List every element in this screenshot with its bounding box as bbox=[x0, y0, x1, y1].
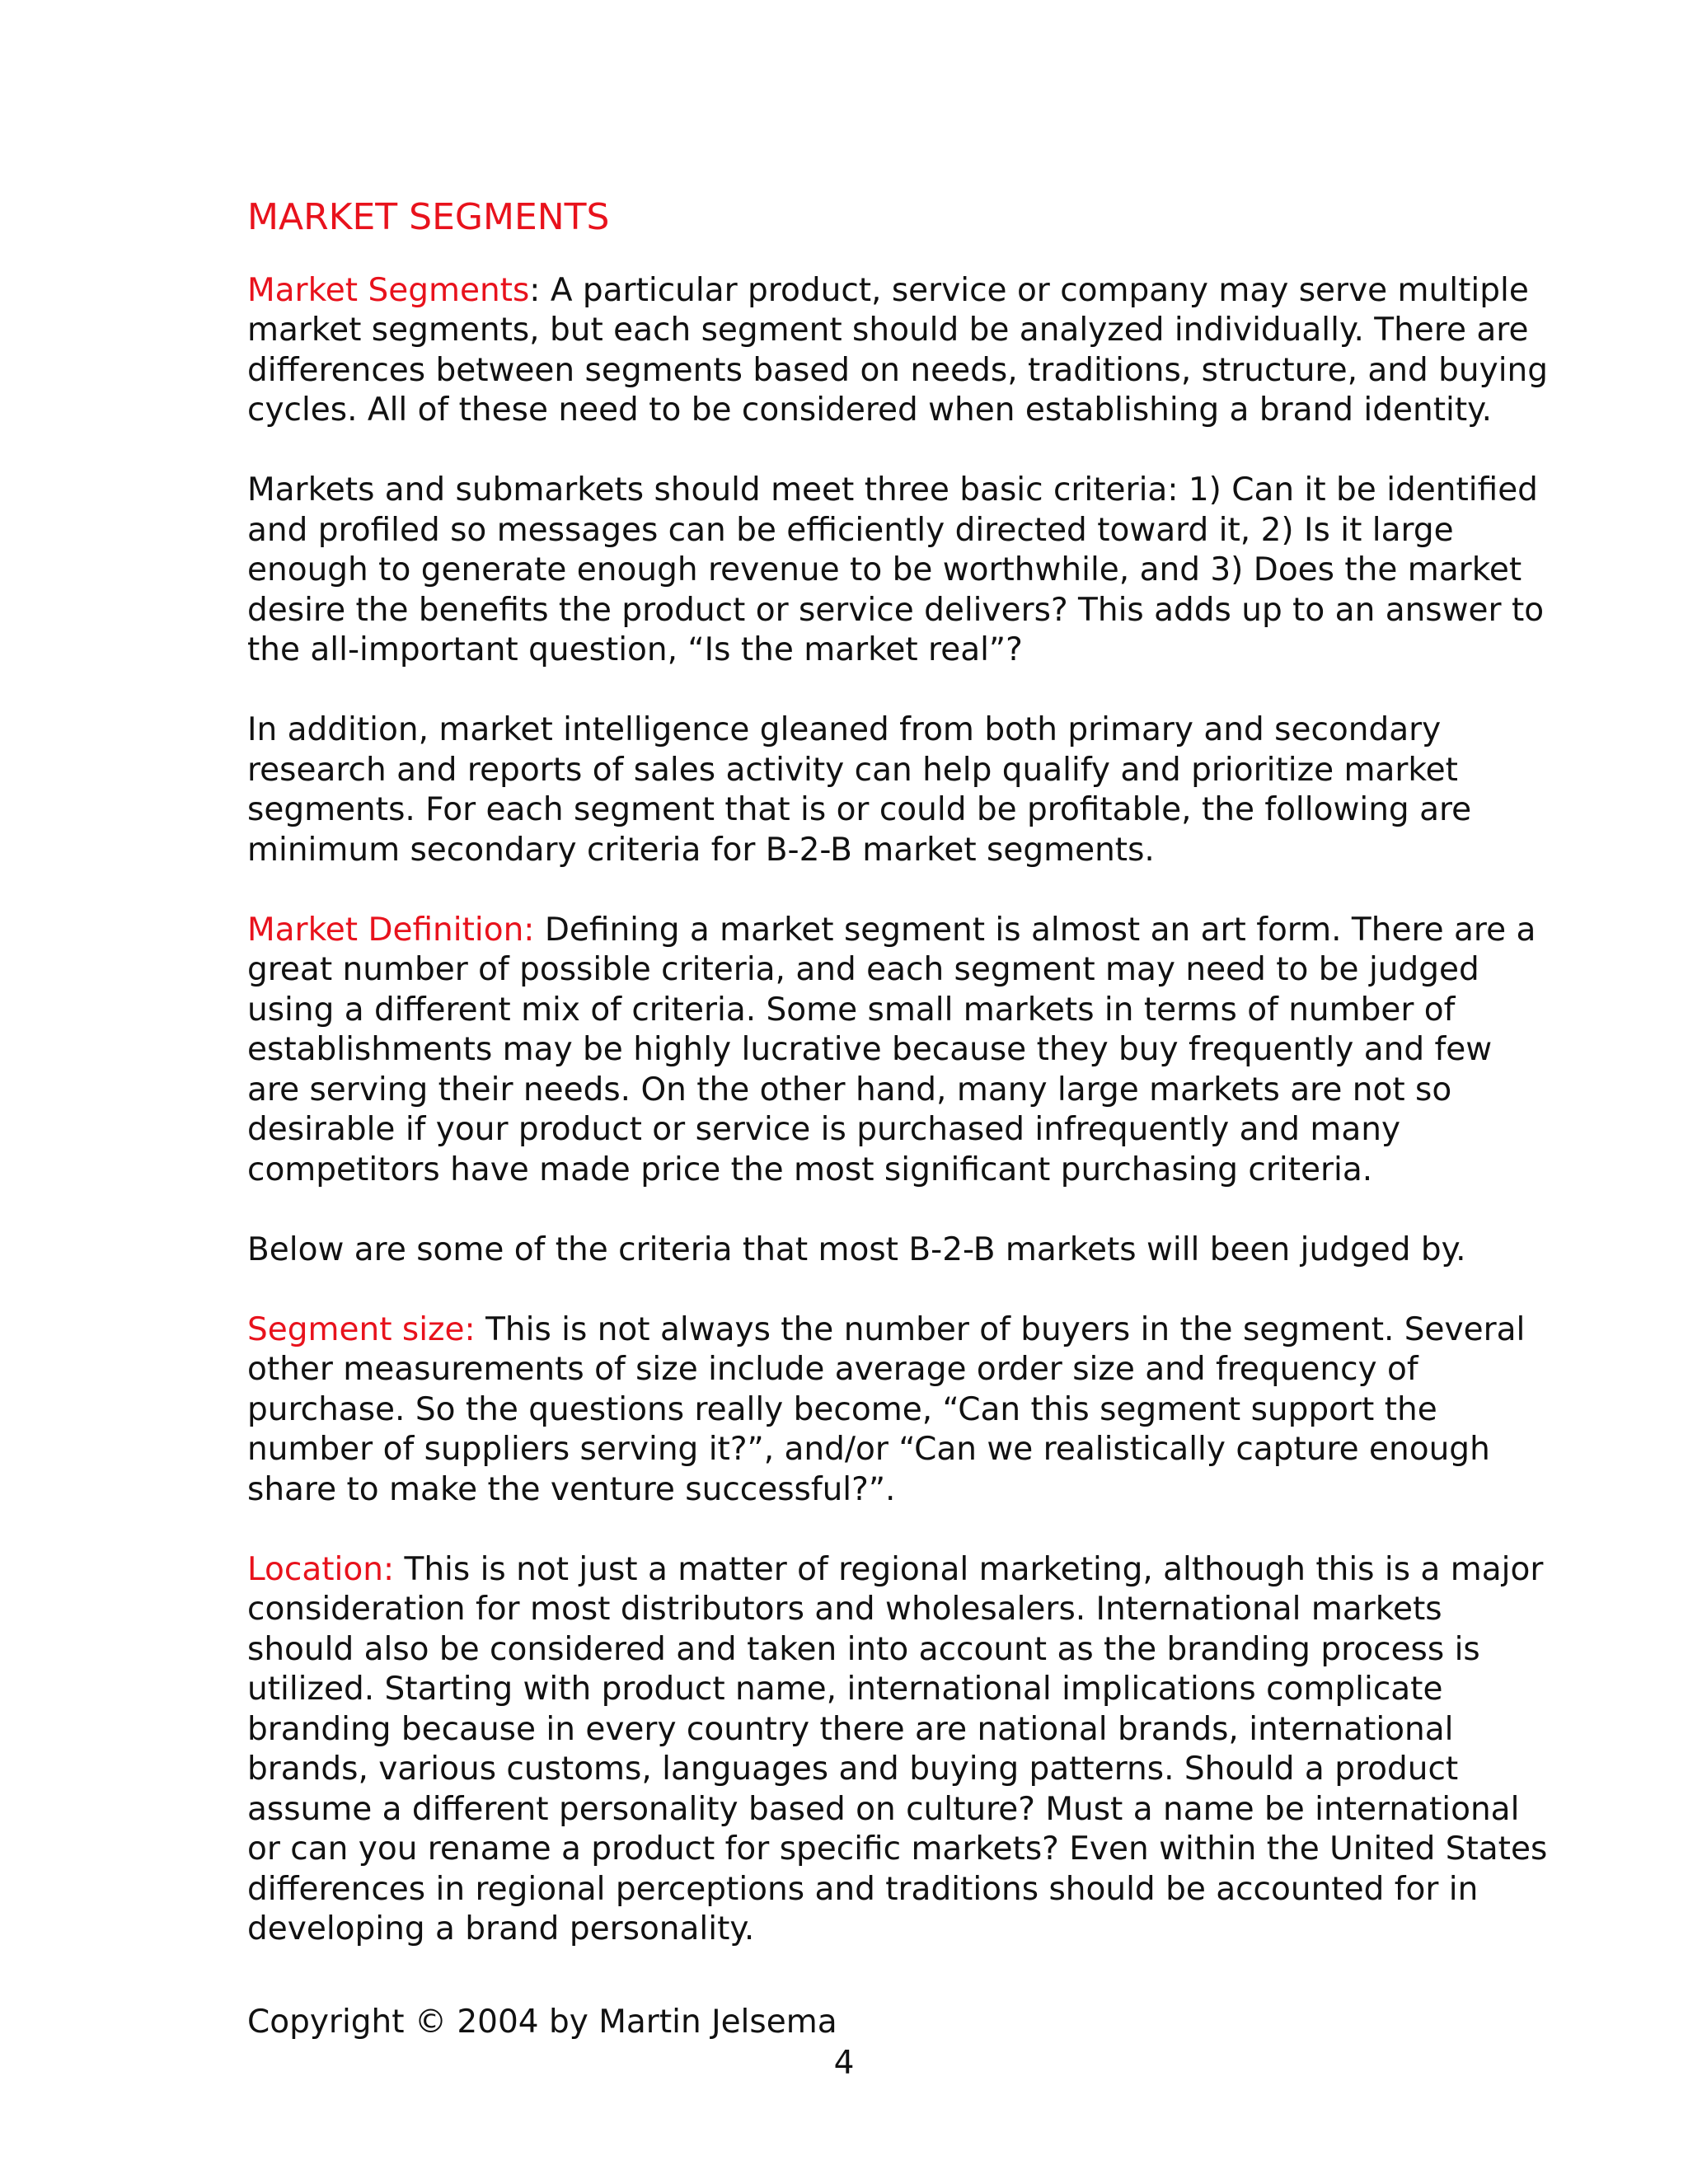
copyright-notice: Copyright © 2004 by Martin Jelsema bbox=[247, 2004, 837, 2041]
paragraph-separator bbox=[534, 912, 544, 949]
paragraph-body: In addition, market intelligence gleaned from both primary and secondary research and reports of sales activity can help qualify and prioritize market segments. For each segment that is or could be profitable, the following are minimum secondary criteria for B-2-B market segments. bbox=[247, 711, 1472, 869]
paragraph-body: Below are some of the criteria that most B-2-B markets will been judged by. bbox=[247, 1230, 1466, 1268]
paragraph-basic-criteria bbox=[247, 471, 1550, 671]
page-title: MARKET SEGMENTS bbox=[247, 196, 610, 238]
paragraph-separator: : bbox=[529, 271, 551, 309]
paragraph-market-segments bbox=[247, 271, 1550, 431]
paragraph-heading: Market Segments bbox=[247, 271, 530, 309]
paragraph-body: A particular product, service or company may serve multiple market segments, but each segment should be analyzed individually. There are differences between segments based on needs, traditions, structure, and buying cycles. All of these need to be considered when establishing a brand identity. bbox=[247, 271, 1549, 429]
paragraph-heading: Segment size: bbox=[247, 1310, 476, 1348]
paragraph-market-intelligence bbox=[247, 710, 1550, 870]
paragraph-body: This is not just a matter of regional marketing, although this is a major consideration for most distributors and wholesalers. International markets should also be considered and taken into account as the branding process is utilized. Starting with product name, international implications complicate branding because in every country there are national brands, international brands, various customs, languages and buying patterns. Should a product assume a different personality based on culture? Must a name be international or can you rename a product for specific markets? Even within the United States differences in regional perceptions and traditions should be accounted for in developing a brand personality. bbox=[247, 1550, 1548, 1948]
paragraph-heading: Market Definition: bbox=[247, 911, 535, 949]
page-number: 4 bbox=[833, 2045, 855, 2082]
paragraph-segment-size bbox=[247, 1310, 1550, 1511]
paragraph-criteria-intro bbox=[247, 1230, 1550, 1271]
paragraph-body: Markets and submarkets should meet three basic criteria: 1) Can it be identified and profiled so messages can be efficiently directed toward it, 2) Is it large enough to generate enough revenue to be worthwhile, and 3) Does the market desire the benefits the product or service delivers? This adds up to an answer to the all-important question, “Is the market real”? bbox=[247, 471, 1545, 669]
paragraph-heading: Location: bbox=[247, 1550, 395, 1588]
paragraph-location bbox=[247, 1550, 1550, 1950]
paragraph-market-definition bbox=[247, 911, 1550, 1191]
paragraph-body: This is not always the number of buyers in the segment. Several other measurements of size include average order size and frequency of purchase. So the questions really become, “Can this segment support the number of suppliers serving it?”, and/or “Can we realistically capture enough share to make the venture successful?”. bbox=[247, 1310, 1526, 1508]
page-content bbox=[247, 196, 1550, 1950]
paragraph-body: Defining a market segment is almost an art form. There are a great number of possible criteria, and each segment may need to be judged using a different mix of criteria. Some small markets in terms of number of establishments may be highly lucrative because they buy frequently and few are serving their needs. On the other hand, many large markets are not so desirable if your product or service is purchased infrequently and many competitors have made price the most significant purchasing criteria. bbox=[247, 911, 1536, 1188]
paragraph-separator bbox=[394, 1551, 404, 1588]
paragraph-separator bbox=[476, 1311, 485, 1348]
